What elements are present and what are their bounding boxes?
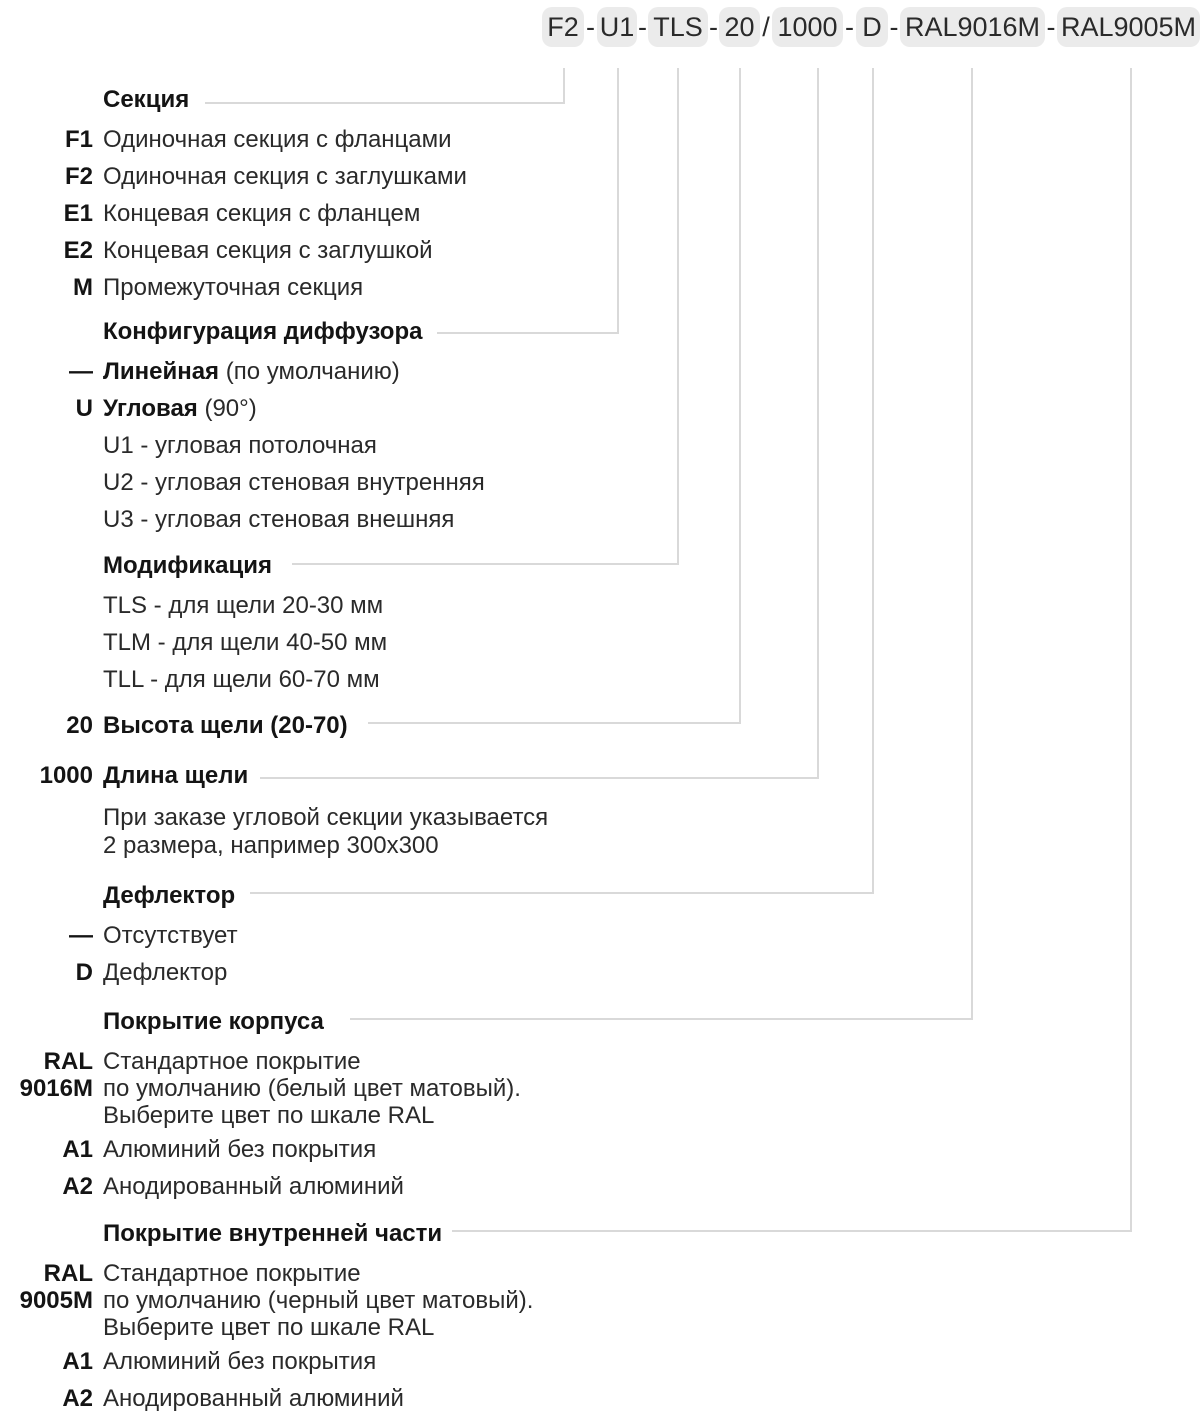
code-separator: - (889, 11, 899, 42)
option-code (0, 592, 93, 620)
code-separator: - (586, 11, 595, 42)
option-row (0, 1348, 1200, 1376)
option-text: Промежуточная секция (103, 274, 364, 301)
section-body-coating (0, 1008, 1200, 1210)
option-row (0, 274, 1200, 302)
option-row (0, 712, 1200, 740)
code-segment-slot-length: 1000 (772, 7, 843, 47)
section-slot-height (0, 712, 1200, 749)
option-code: D (75, 959, 93, 986)
option-text: Анодированный алюминий (103, 1385, 404, 1412)
option-row (0, 237, 1200, 265)
section-section-type (0, 86, 1200, 311)
option-row (0, 126, 1200, 154)
option-row (0, 1260, 1200, 1341)
option-text: Дефлектор (103, 959, 228, 986)
option-row (0, 200, 1200, 228)
section-diffuser-config (0, 318, 1200, 543)
option-text (103, 395, 257, 423)
option-text: TLL - для щели 60-70 мм (103, 666, 380, 693)
option-code (0, 469, 93, 497)
option-row (0, 1385, 1200, 1412)
section-title: Покрытие внутренней части (103, 1220, 443, 1247)
option-row (0, 1136, 1200, 1164)
section-title: Секция (103, 86, 190, 113)
note-line: 2 размера, например 300х300 (103, 832, 439, 859)
section-title: Конфигурация диффузора (103, 318, 423, 345)
option-code-line: 9005M (19, 1287, 93, 1314)
code-segment-body-coating: RAL9016M (900, 7, 1045, 47)
option-text-line: по умолчанию (черный цвет матовый). (103, 1287, 534, 1314)
option-code: — (69, 922, 93, 949)
option-row (0, 469, 1200, 497)
section-title: Длина щели (103, 762, 249, 789)
option-code: F2 (64, 163, 93, 190)
option-text: Концевая секция с фланцем (103, 200, 421, 227)
option-text: Алюминий без покрытия (103, 1136, 377, 1163)
option-row (0, 762, 1200, 790)
option-code-line: 9016M (19, 1075, 93, 1102)
section-slot-length (0, 762, 1200, 860)
option-row (0, 922, 1200, 950)
option-code (0, 1048, 93, 1129)
option-code: A2 (62, 1173, 93, 1200)
option-text-rest: (90°) (197, 395, 257, 422)
option-text: Концевая секция с заглушкой (103, 237, 433, 264)
option-code: U (75, 395, 93, 422)
option-code (0, 506, 93, 534)
option-text: Отсутствует (103, 922, 238, 949)
option-row (0, 629, 1200, 657)
option-text (103, 358, 400, 386)
section-inner-coating (0, 1220, 1200, 1412)
option-row (0, 163, 1200, 191)
code-separator: - (638, 11, 647, 42)
section-title: Модификация (103, 552, 272, 579)
code-segment-deflector: D (856, 7, 888, 47)
option-text-rest: (по умолчанию) (219, 358, 400, 385)
option-row (0, 959, 1200, 987)
option-code: A1 (62, 1348, 93, 1375)
code-separator: - (1046, 11, 1056, 42)
option-row (0, 1173, 1200, 1201)
option-code (0, 1260, 93, 1341)
section-modification (0, 552, 1200, 703)
section-deflector (0, 882, 1200, 996)
code-segment-modification: TLS (648, 7, 708, 47)
option-text-line: Стандартное покрытие (103, 1260, 361, 1287)
option-row (0, 592, 1200, 620)
code-segment-slot-height: 20 (719, 7, 760, 47)
option-row (0, 666, 1200, 694)
option-code: E1 (63, 200, 93, 227)
option-text-line: Выберите цвет по шкале RAL (103, 1102, 435, 1129)
note-line: При заказе угловой секции указывается (103, 804, 549, 831)
option-text: TLM - для щели 40-50 мм (103, 629, 388, 656)
option-code: A1 (62, 1136, 93, 1163)
option-code: 20 (66, 712, 93, 739)
option-text: U3 - угловая стеновая внешняя (103, 506, 455, 533)
option-row (0, 506, 1200, 534)
option-text-line: по умолчанию (белый цвет матовый). (103, 1075, 521, 1102)
option-text-bold: Линейная (103, 358, 220, 385)
code-segment-section: F2 (542, 7, 584, 47)
section-title: Покрытие корпуса (103, 1008, 324, 1035)
option-text-line: Стандартное покрытие (103, 1048, 361, 1075)
option-code: — (69, 358, 93, 385)
option-text: U1 - угловая потолочная (103, 432, 377, 459)
option-code: E2 (63, 237, 93, 264)
option-text (103, 1260, 533, 1341)
option-text: TLS - для щели 20-30 мм (103, 592, 384, 619)
section-title: Высота щели (20-70) (103, 712, 348, 739)
option-code: 1000 (39, 762, 93, 789)
option-code-line: RAL (43, 1260, 93, 1287)
code-separator: - (709, 11, 718, 42)
option-code: M (73, 274, 93, 301)
option-text: Одиночная секция с заглушками (103, 163, 467, 190)
option-text: U2 - угловая стеновая внутренняя (103, 469, 485, 496)
code-separator: - (845, 11, 854, 42)
code-segment-inner-coating: RAL9005M (1057, 7, 1200, 47)
option-code-line: RAL (43, 1048, 93, 1075)
option-text (103, 1048, 521, 1129)
option-code (0, 666, 93, 694)
option-text: Алюминий без покрытия (103, 1348, 377, 1375)
option-text-bold: Угловая (103, 395, 198, 422)
code-slash-separator: / (762, 11, 770, 42)
option-row (0, 1048, 1200, 1129)
option-text-line: Выберите цвет по шкале RAL (103, 1314, 435, 1341)
option-code (0, 629, 93, 657)
option-row (0, 432, 1200, 460)
option-code (0, 432, 93, 460)
code-segment-diffuser: U1 (597, 7, 637, 47)
option-text: Одиночная секция с фланцами (103, 126, 452, 153)
option-code: A2 (62, 1385, 93, 1412)
slot-length-note (103, 804, 1200, 860)
option-text: Анодированный алюминий (103, 1173, 404, 1200)
section-title: Дефлектор (103, 882, 236, 909)
option-row (0, 358, 1200, 386)
option-code: F1 (64, 126, 93, 153)
option-row (0, 395, 1200, 423)
